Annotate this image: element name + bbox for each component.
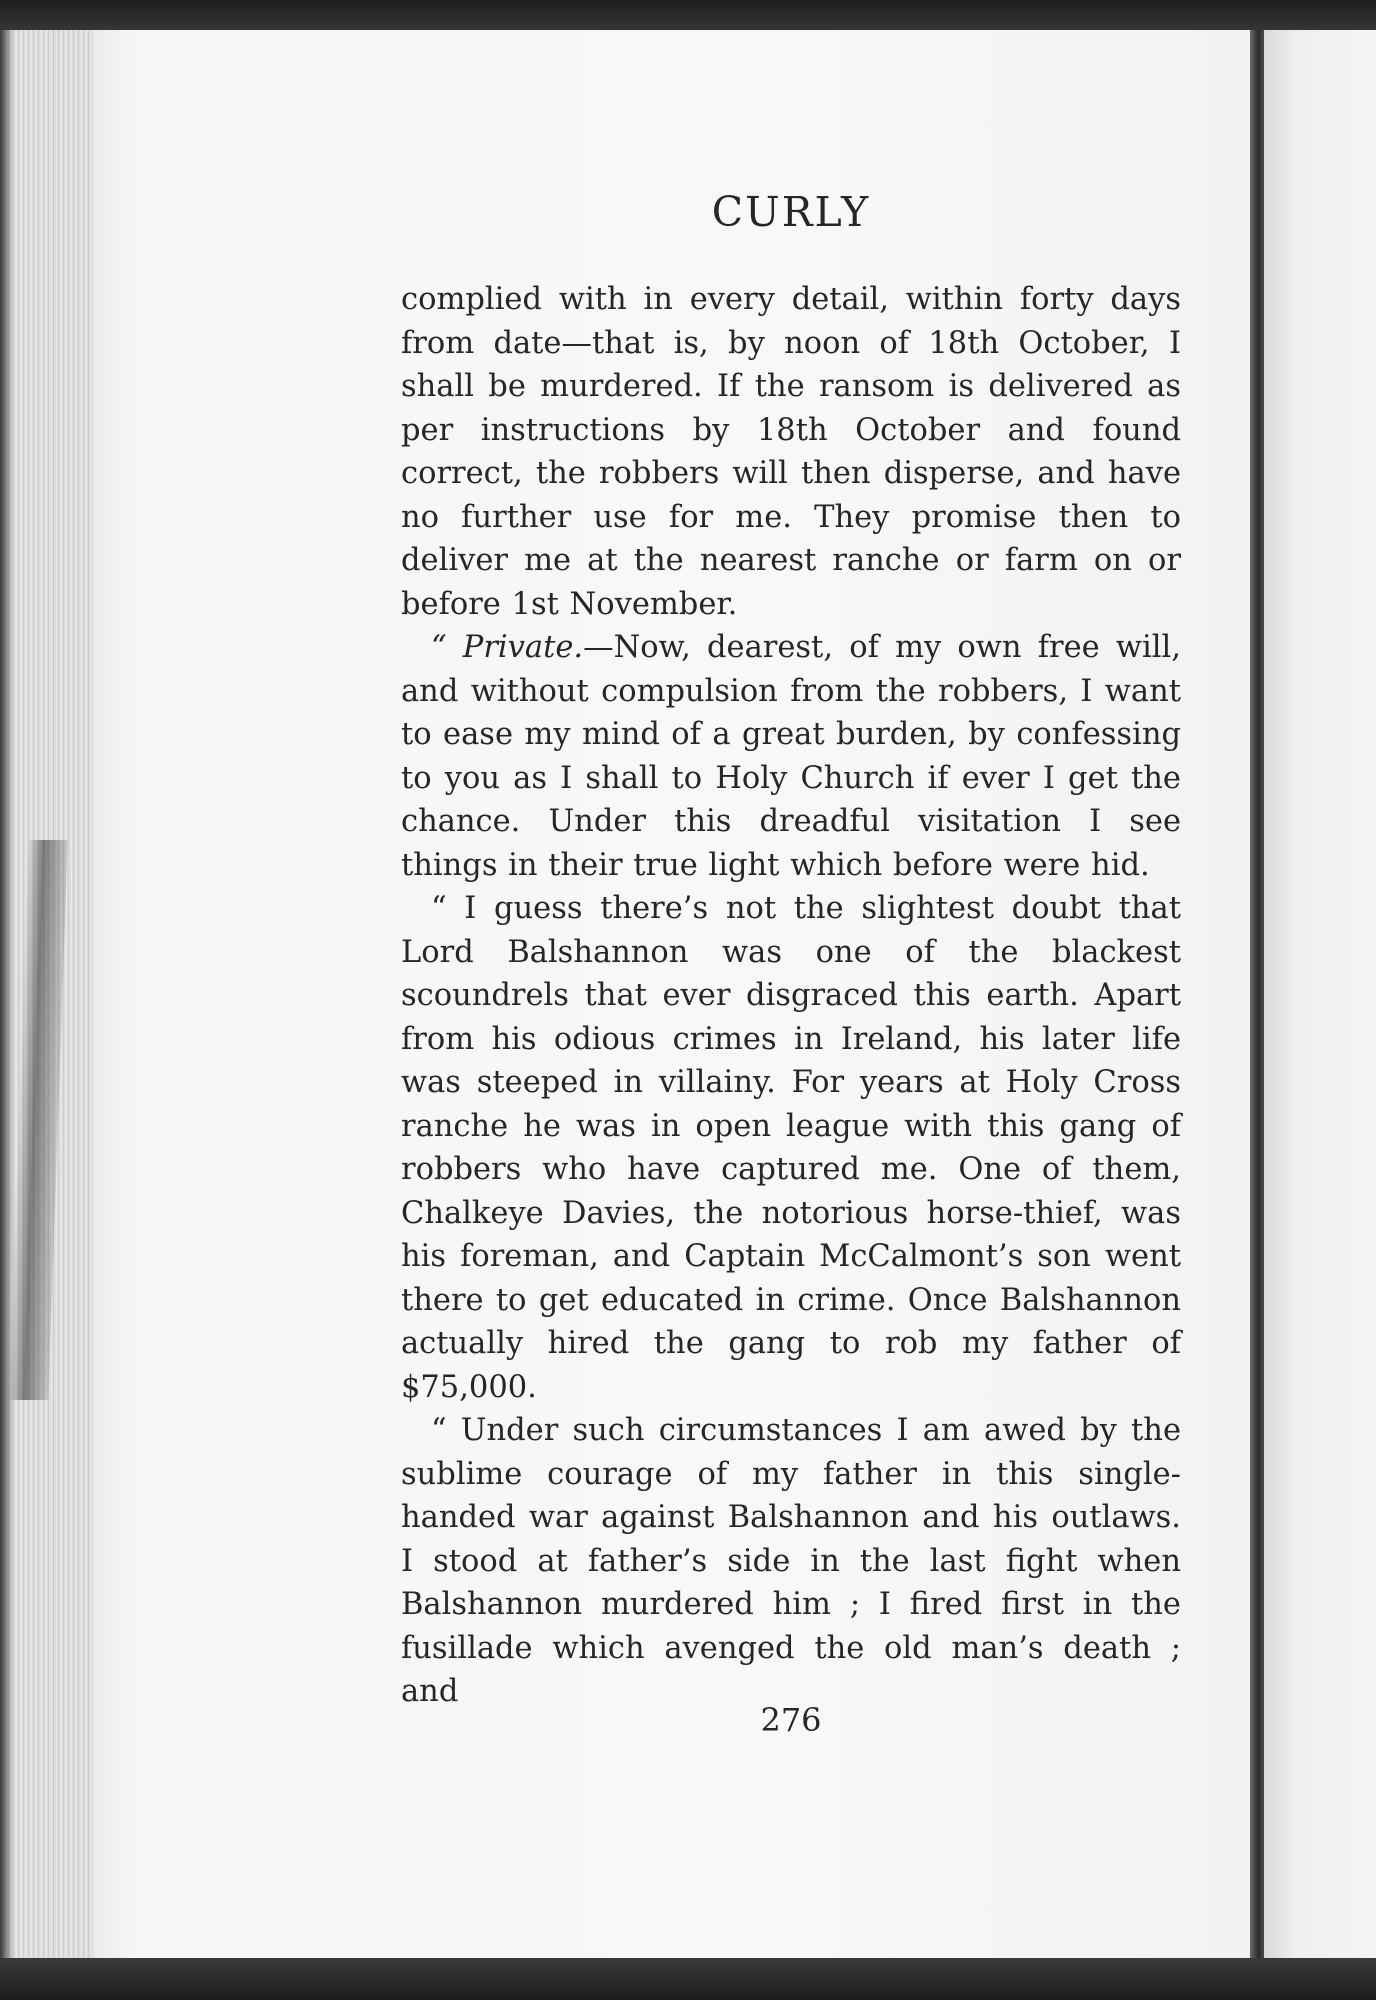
paragraph-3-text: “ I guess there’s not the slightest doubt that Lord Balshannon was one of the blackest scoundrels that ever disgraced this earth. Apart from his odious crimes in Ireland, his later life was steeped in villainy. For years at Holy Cross ranche he was in open league with this gang of robbers who have captured me. One of them, Chalkeye Davies, the notorious horse-thief, was his foreman, and Captain McCalmont’s son went there to get educated in crime. Once Balshannon actually hired the gang to rob my father of $75,000. xyxy=(401,891,1181,1405)
facing-page xyxy=(1264,30,1376,1965)
paragraph-1 xyxy=(401,278,1181,626)
body-text xyxy=(401,278,1181,1714)
scan-bottom-border xyxy=(0,1958,1376,2000)
paragraph-2-lead: “ Private. xyxy=(431,630,584,665)
paragraph-4-text: “ Under such circumstances I am awed by the sublime courage of my father in this single-handed war against Balshannon and his outlaws. I stood at father’s side in the last fight when Balshannon murdered him ; I fired first in the fusillade which avenged the old man’s death ; and xyxy=(401,1413,1181,1709)
page-number: 276 xyxy=(760,1701,822,1739)
paragraph-2-text: —Now, dearest, of my own free will, and without compulsion from the robbers, I want to ease my mind of a great burden, by confessing to you as I shall to Holy Church if ever I get the chance. Under this dreadful visitation I see things in their true light which before were hid. xyxy=(401,630,1181,883)
running-head: CURLY xyxy=(711,188,871,236)
book-gutter xyxy=(1250,30,1264,1965)
paragraph-1-text: complied with in every detail, within forty days from date—that is, by noon of 18th October, I shall be murdered. If the ransom is delivered as per instructions by 18th October and found correct, the robbers will then disperse, and have no further use for me. They promise then to deliver me at the nearest ranche or farm on or before 1st November. xyxy=(401,282,1181,622)
paragraph-3 xyxy=(401,887,1181,1409)
paragraph-4 xyxy=(401,1409,1181,1714)
paragraph-2 xyxy=(401,626,1181,887)
edge-shadow xyxy=(0,30,14,1965)
